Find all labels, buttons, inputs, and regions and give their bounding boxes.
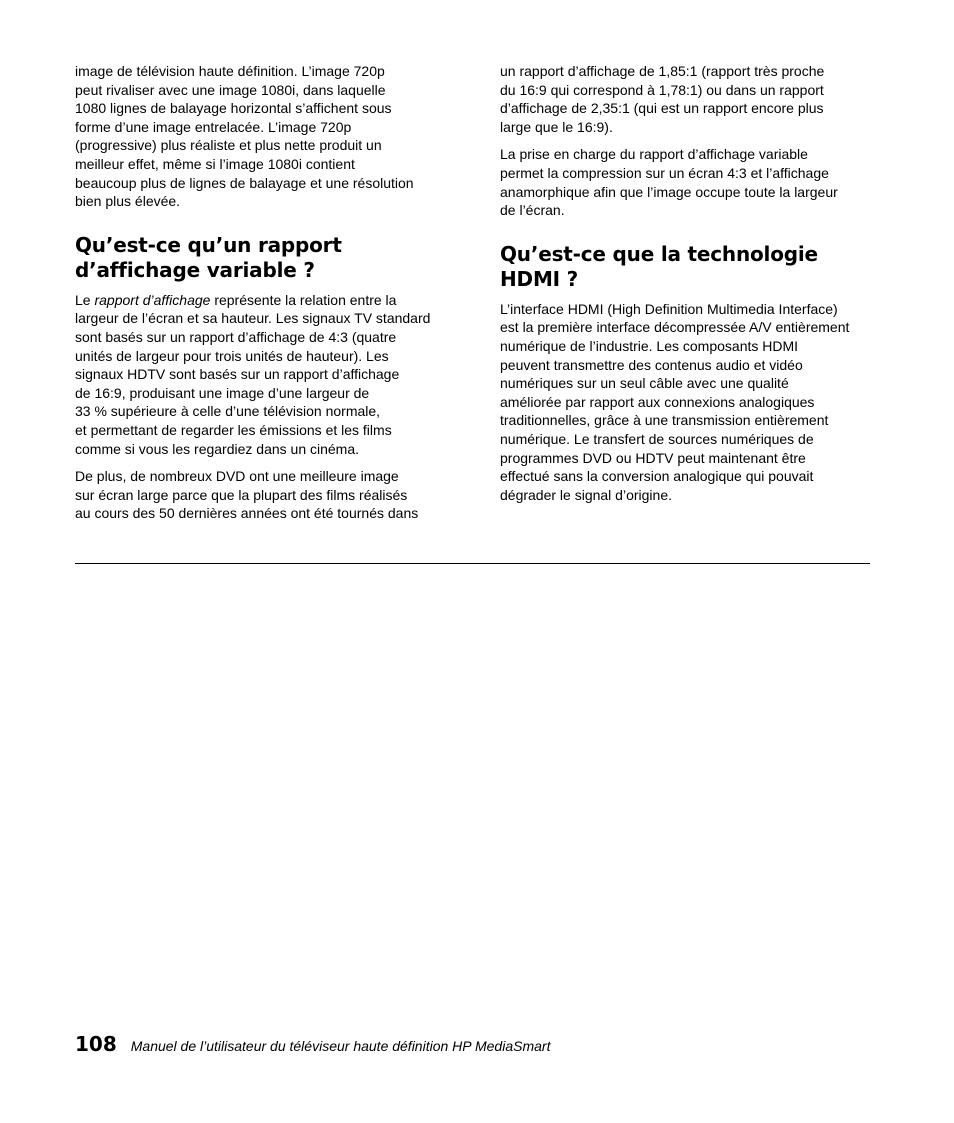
support-paragraph [500,145,872,219]
text-line: sont basés sur un rapport d’affichage de 4:3 (quatre [75,328,397,345]
hdmi-paragraph [500,300,872,505]
heading-line: HDMI ? [500,266,579,291]
text-line: de 16:9, produisant une image d’une largeur de [75,384,370,401]
text-line: 1080 lignes de balayage horizontal s’affichent sous [75,100,392,117]
text-line: permet la compression sur un écran 4:3 et l’affichage [500,164,829,181]
text-line: forme d’une image entrelacée. L’image 720p [75,118,352,135]
defined-term: rapport d’affichage [94,291,211,308]
intro-paragraph-left [75,62,447,211]
text-line: peuvent transmettre des contenus audio et vidéo [500,356,803,373]
text-line: (progressive) plus réaliste et plus nette produit un [75,137,382,154]
text-line: au cours des 50 dernières années ont été tournés dans [75,505,419,522]
text-line: numérique. Le transfert de sources numériques de [500,430,814,447]
text-line: unités de largeur pour trois unités de hauteur). Les [75,347,389,364]
heading-hdmi [500,242,872,292]
text-line: largeur de l’écran et sa hauteur. Les signaux TV standard [75,310,431,327]
text-line: dégrader le signal d’origine. [500,486,672,503]
page-footer [75,1032,550,1056]
text-line: De plus, de nombreux DVD ont une meilleure image [75,468,399,485]
text-line: un rapport d’affichage de 1,85:1 (rapport très proche [500,63,825,79]
text-line: comme si vous les regardiez dans un cinéma. [75,440,360,457]
text-line: est la première interface décompressée A/V entièrement [500,319,850,336]
text-line: beaucoup plus de lignes de balayage et une résolution [75,174,414,191]
text-fragment: représente la relation entre la [210,291,397,308]
text-line: bien plus élevée. [75,193,181,210]
text-line: numériques sur un seul câble avec une qualité [500,375,789,392]
text-line: d’affichage de 2,35:1 (qui est un rapport encore plus [500,100,824,117]
text-line: de l’écran. [500,202,565,219]
text-line: anamorphique afin que l’image occupe toute la largeur [500,183,838,200]
page-number: 108 [75,1032,117,1056]
text-line: large que le 16:9). [500,118,613,135]
left-column [75,62,447,532]
text-line: sur écran large parce que la plupart des films réalisés [75,486,408,503]
heading-line: Qu’est-ce que la technologie [500,241,818,266]
text-line: et permettant de regarder les émissions et les films [75,421,392,438]
text-line: signaux HDTV sont basés sur un rapport d’affichage [75,366,400,383]
text-line: effectué sans la conversion analogique qui pouvait [500,468,814,485]
manual-title: Manuel de l’utilisateur du téléviseur haute définition HP MediaSmart [130,1038,551,1054]
text-line: améliorée par rapport aux connexions analogiques [500,393,815,410]
text-line: traditionnelles, grâce à une transmission entièrement [500,412,829,429]
text-line: peut rivaliser avec une image 1080i, dans laquelle [75,81,386,98]
text-line: programmes DVD ou HDTV peut maintenant être [500,449,806,466]
text-line: La prise en charge du rapport d’affichage variable [500,146,808,163]
text-line: meilleur effet, même si l’image 1080i contient [75,155,355,172]
text-line: numérique de l’industrie. Les composants HDMI [500,337,799,354]
text-line: du 16:9 qui correspond à 1,78:1) ou dans un rapport [500,81,824,98]
text-fragment: Le [75,291,95,308]
text-line: L’interface HDMI (High Definition Multimedia Interface) [500,300,838,317]
section-divider [75,563,870,564]
text-line: 33 % supérieure à celle d’une télévision normale, [75,403,381,420]
heading-line: Qu’est-ce qu’un rapport [75,232,342,257]
heading-aspect-ratio [75,233,447,283]
text-line [75,291,447,310]
text-line: image de télévision haute définition. L’image 720p [75,63,385,79]
intro-paragraph-right [500,62,872,136]
heading-line: d’affichage variable ? [75,257,315,282]
dvd-paragraph [75,467,447,523]
aspect-ratio-paragraph [75,291,447,458]
right-column [500,62,872,513]
